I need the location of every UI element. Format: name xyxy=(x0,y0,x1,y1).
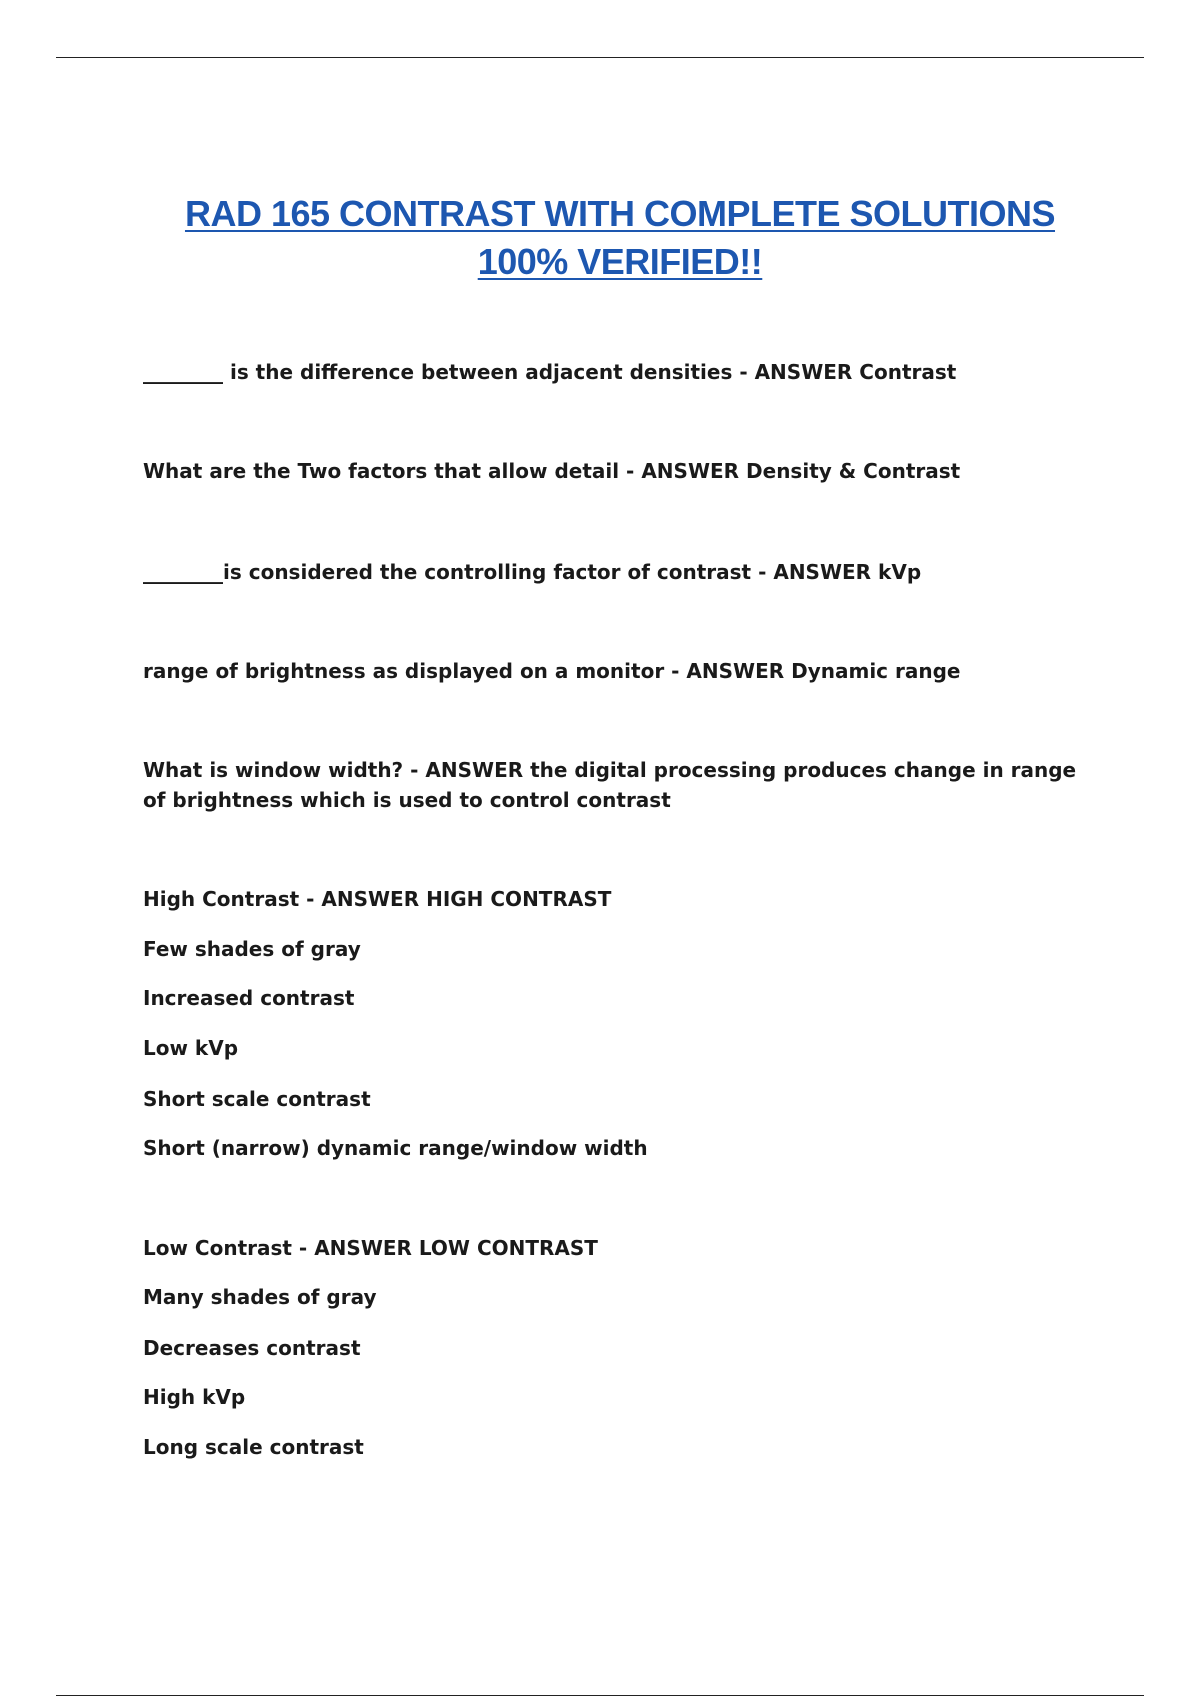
low-contrast-heading: Low Contrast - ANSWER LOW CONTRAST xyxy=(143,1236,598,1260)
high-contrast-item: Increased contrast xyxy=(143,986,355,1010)
high-contrast-item: Short (narrow) dynamic range/window width xyxy=(143,1136,648,1160)
high-contrast-item: Short scale contrast xyxy=(143,1087,371,1111)
document-title xyxy=(100,190,1140,286)
high-contrast-item: Low kVp xyxy=(143,1036,239,1060)
qa-item: ________is considered the controlling factor of contrast - ANSWER kVp xyxy=(143,560,922,584)
title-line-1: RAD 165 CONTRAST WITH COMPLETE SOLUTIONS xyxy=(184,193,1056,234)
low-contrast-item: Many shades of gray xyxy=(143,1285,377,1309)
footer-rule xyxy=(56,1695,1144,1696)
qa-item: What are the Two factors that allow detail - ANSWER Density & Contrast xyxy=(143,459,961,483)
low-contrast-item: Decreases contrast xyxy=(143,1336,361,1360)
qa-item: range of brightness as displayed on a monitor - ANSWER Dynamic range xyxy=(143,659,961,683)
low-contrast-item: High kVp xyxy=(143,1385,246,1409)
qa-item: What is window width? - ANSWER the digital processing produces change in range of brightness which is used to control contrast xyxy=(143,758,1077,812)
qa-item: ________ is the difference between adjacent densities - ANSWER Contrast xyxy=(143,360,957,384)
high-contrast-heading: High Contrast - ANSWER HIGH CONTRAST xyxy=(143,887,612,911)
title-line-2: 100% VERIFIED!! xyxy=(477,241,763,282)
header-rule xyxy=(56,57,1144,58)
high-contrast-item: Few shades of gray xyxy=(143,937,361,961)
low-contrast-item: Long scale contrast xyxy=(143,1435,364,1459)
